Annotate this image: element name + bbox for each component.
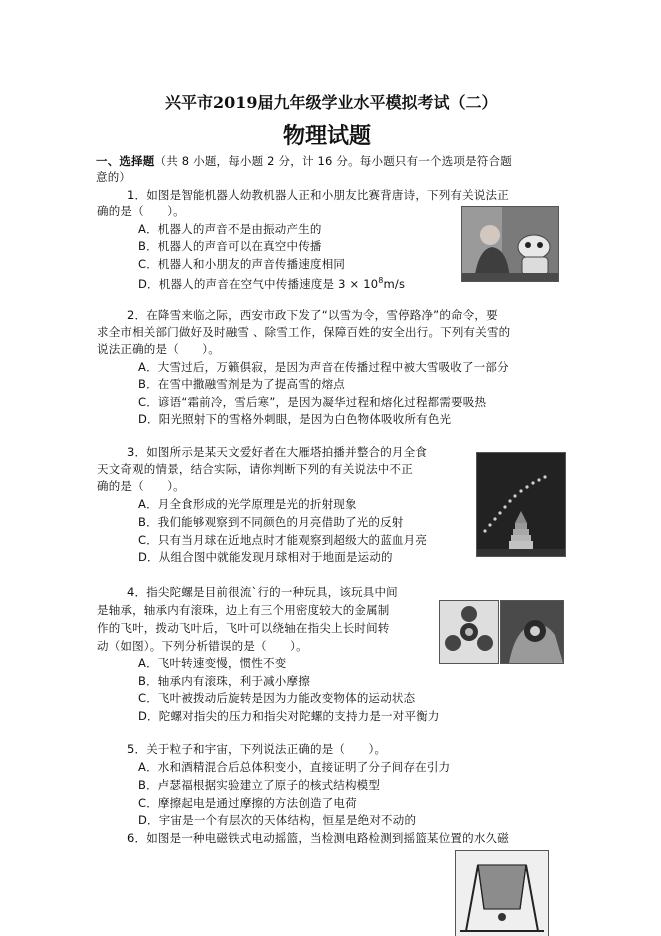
q1-option-d-value: 3 × 10 (338, 277, 379, 291)
fidget-spinner-figure (440, 601, 498, 663)
q1-stem-line2: 确的是（ ）。 (97, 204, 185, 218)
q5-option-b: B．卢瑟福根据实验建立了原子的核式结构模型 (138, 778, 381, 792)
subject-title: 物理试题 (283, 123, 372, 149)
robot-child-photo (461, 206, 559, 282)
lunar-eclipse-photo (476, 452, 566, 557)
q4-option-a: A．飞叶转速变慢，惯性不变 (138, 656, 287, 670)
robot-child-figure (462, 207, 558, 281)
q5-option-d: D．宇宙是一个有层次的天体结构，恒星是绝对不动的 (138, 813, 417, 827)
q3-option-b: B．我们能够观察到不同颜色的月亮借助了光的反射 (138, 515, 404, 529)
q3-option-d: D．从组合图中就能发现月球相对于地面是运动的 (138, 550, 393, 564)
q1-option-d (138, 273, 405, 292)
q5-stem: 5．关于粒子和宇宙，下列说法正确的是（ ）。 (127, 742, 387, 756)
q3-stem-line2: 天文奇观的情景，结合实际，请你判断下列的有关说法中不正 (97, 462, 413, 476)
section-heading: 一、选择题 (96, 154, 155, 168)
spinner-in-hand-figure (501, 601, 563, 663)
q6-stem-line1: 6．如图是一种电磁铁式电动摇篮，当检测电路检测到摇篮某位置的水久磁 (127, 831, 509, 845)
q1-option-a: A．机器人的声音不是由振动产生的 (138, 222, 322, 236)
q2-stem-line2: 求全市相关部门做好及时融雪 、除雪工作，保障百姓的安全出行。下列有关雪的 (97, 325, 511, 339)
q3-stem-line1: 3．如图所示是某天文爱好者在大雁塔拍播并整合的月全食 (127, 445, 428, 459)
q4-option-b: B．轴承内有滚珠，利于减小摩擦 (138, 674, 310, 688)
q1-option-d-text: D．机器人的声音在空气中传播速度是 (138, 277, 335, 291)
q2-option-d: D．阳光照射下的雪格外刺眼，是因为白色物体吸收所有色光 (138, 412, 452, 426)
q3-stem-line3: 确的是（ ）。 (97, 479, 185, 493)
q4-stem-line4: 动（如图）。下列分析错误的是（ ）。 (97, 639, 308, 653)
cradle-figure (456, 851, 548, 936)
q1-option-d-unit: m/s (383, 277, 406, 291)
q4-option-c: C．飞叶被拨动后旋转是因为力能改变物体的运动状态 (138, 691, 416, 705)
exam-title: 兴平市2019届九年级学业水平模拟考试（二） (165, 93, 498, 112)
cradle-photo (455, 850, 549, 936)
q3-option-c: C．只有当月球在近地点时才能观察到超级大的蓝血月亮 (138, 533, 428, 547)
q4-option-d: D．陀螺对指尖的压力和指尖对陀螺的支持力是一对平衡力 (138, 709, 440, 723)
q2-option-b: B．在雪中撒融雪剂是为了提高雪的熔点 (138, 377, 345, 391)
q4-stem-line3: 作的飞叶，拨动飞叶后，飞叶可以绕轴在指尖上长时间转 (97, 621, 390, 635)
section-instructions-cont: 意的） (96, 170, 132, 184)
section-instructions: （共 8 小题，每小题 2 分，计 16 分。每小题只有一个选项是符合题 (154, 154, 512, 168)
section-heading-line (96, 153, 512, 169)
fidget-spinner-photo (439, 600, 499, 664)
q5-option-a: A．水和酒精混合后总体积变小，直接证明了分子间存在引力 (138, 760, 451, 774)
q2-option-c: C．谚语“霜前冷，雪后寒”，是因为凝华过程和熔化过程都需要吸热 (138, 395, 487, 409)
q4-stem-line1: 4．指尖陀螺是目前很流`行的一种玩具，该玩具中间 (127, 585, 398, 599)
q2-stem-line1: 2．在降雪来临之际，西安市政下发了“以雪为令，雪停路净”的命令，要 (127, 308, 498, 322)
q1-option-c: C．机器人和小朋友的声音传播速度相同 (138, 257, 346, 271)
q4-stem-line2: 是轴承，轴承内有滚珠，边上有三个用密度较大的金属制 (97, 603, 390, 617)
q5-option-c: C．摩擦起电是通过摩擦的方法创造了电荷 (138, 796, 357, 810)
q2-stem-line3: 说法正确的是（ ）。 (97, 342, 220, 356)
q1-option-d-exponent: 8 (378, 276, 384, 285)
q3-option-a: A．月全食形成的光学原理是光的折射现象 (138, 497, 357, 511)
q1-option-b: B．机器人的声音可以在真空中传播 (138, 239, 322, 253)
spinner-in-hand-photo (500, 600, 564, 664)
q2-option-a: A．大雪过后，万籁俱寂，是因为声音在传播过程中被大雪吸收了一部分 (138, 360, 509, 374)
lunar-eclipse-figure (477, 453, 565, 556)
q1-stem-line1: 1．如图是智能机器人幼教机器人正和小朋友比赛背唐诗，下列有关说法正 (127, 188, 509, 202)
